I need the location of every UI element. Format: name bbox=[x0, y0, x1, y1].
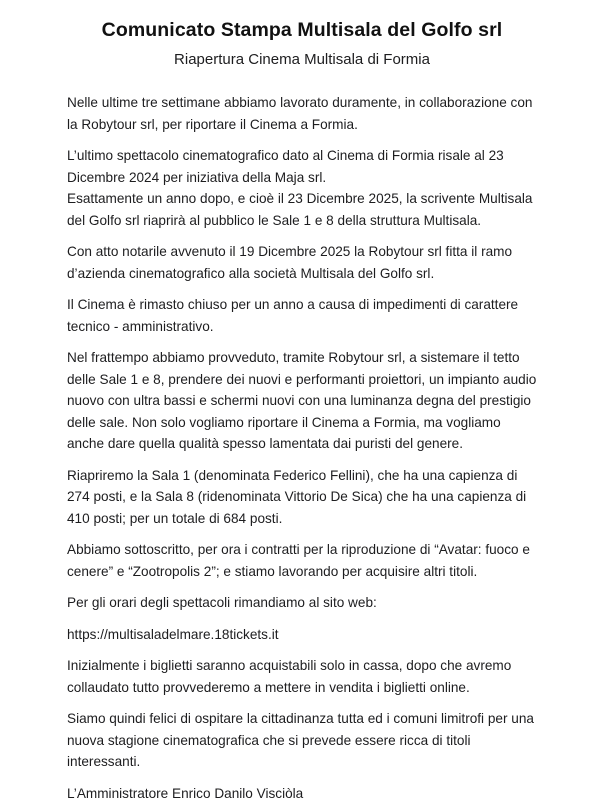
body-paragraph: Con atto notarile avvenuto il 19 Dicembre 2025 la Robytour srl fitta il ramo d’azienda cinematografico alla società Multisala del Golfo srl. bbox=[67, 244, 513, 281]
body-paragraph: Nelle ultime tre settimane abbiamo lavorato duramente, in collaborazione con la Robytour srl, per riportare il Cinema a Formia. bbox=[67, 95, 533, 132]
body-paragraph: Riapriremo la Sala 1 (denominata Federico Fellini), che ha una capienza di 274 posti, e la Sala 8 (ridenominata Vittorio De Sica) che ha una capienza di 410 posti; per un totale di 684 posti. bbox=[67, 467, 527, 526]
body-paragraph: Siamo quindi felici di ospitare la cittadinanza tutta ed i comuni limitrofi per una nuova stagione cinematografica che si prevede essere ricca di titoli interessanti. bbox=[67, 711, 534, 769]
body-paragraph: Nel frattempo abbiamo provveduto, tramite Robytour srl, a sistemare il tetto delle Sale 1 e 8, prendere dei nuovi e performanti proiettori, un impianto audio nuovo con ultra bassi e schermi nuovi con una luminanza degna del prestigio delle sale. Non solo vogliamo riportare il Cinema a Formia, ma vogliamo anche dare quella qualità spesso lamentata dai puristi del genere. bbox=[67, 350, 537, 451]
website-url: https://multisaladelmare.18tickets.it bbox=[67, 626, 279, 642]
document-body bbox=[0, 92, 604, 800]
body-paragraph: Esattamente un anno dopo, e cioè il 23 Dicembre 2025, la scrivente Multisala del Golfo srl riaprirà al pubblico le Sale 1 e 8 della struttura Multisala. bbox=[67, 191, 533, 228]
document-header bbox=[0, 0, 604, 68]
body-paragraph: Per gli orari degli spettacoli rimandiamo al sito web: bbox=[67, 595, 377, 610]
body-paragraph: L’ultimo spettacolo cinematografico dato al Cinema di Formia risale al 23 Dicembre 2024 per iniziativa della Maja srl. bbox=[67, 148, 504, 185]
body-paragraph: Abbiamo sottoscritto, per ora i contratti per la riproduzione di “Avatar: fuoco e cenere” e “Zootropolis 2”; e stiamo lavorando per acquisire altri titoli. bbox=[67, 542, 530, 579]
document-title: Comunicato Stampa Multisala del Golfo srl bbox=[101, 19, 503, 41]
body-paragraph: Inizialmente i biglietti saranno acquistabili solo in cassa, dopo che avremo collaudato tutto provvederemo a mettere in vendita i biglietti online. bbox=[67, 658, 512, 695]
body-paragraph: Il Cinema è rimasto chiuso per un anno a causa di impedimenti di carattere tecnico - amministrativo. bbox=[67, 297, 519, 334]
document-subtitle: Riapertura Cinema Multisala di Formia bbox=[174, 51, 430, 68]
signature-line: L’Amministratore Enrico Danilo Visciòla bbox=[67, 785, 304, 800]
